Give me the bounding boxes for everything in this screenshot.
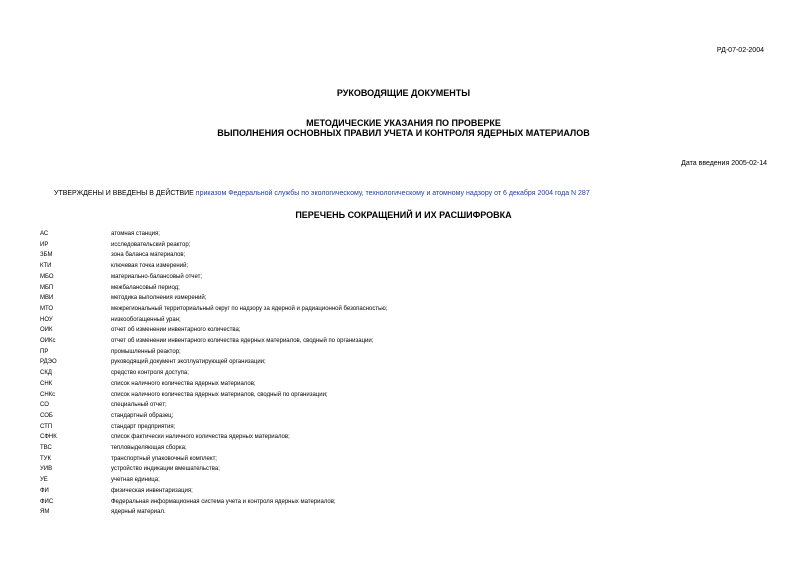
abbreviation-row bbox=[40, 315, 387, 326]
abbreviation-code: СКД bbox=[40, 370, 52, 377]
abbreviation-description: список фактически наличного количества ядерных материалов; bbox=[111, 434, 290, 441]
abbreviation-row bbox=[40, 411, 387, 422]
abbreviation-row bbox=[40, 422, 387, 433]
abbreviation-code: СТП bbox=[40, 423, 53, 430]
abbreviation-row bbox=[40, 272, 387, 283]
abbreviation-description: исследовательский реактор; bbox=[111, 241, 191, 248]
abbreviation-code: НОУ bbox=[40, 316, 53, 323]
abbreviation-description: отчет об изменении инвентарного количества ядерных материалов, сводный по организации; bbox=[111, 338, 374, 345]
document-number: РД-07-02-2004 bbox=[716, 47, 764, 54]
abbreviation-code: УЕ bbox=[40, 477, 48, 484]
abbreviation-row bbox=[40, 325, 387, 336]
approval-order-link[interactable]: приказом Федеральной службы по экологическому, технологическому и атомному надзору от 6 декабря 2004 года N 287 bbox=[195, 190, 590, 197]
abbreviation-description: межбалансовый период; bbox=[111, 284, 180, 291]
abbreviation-row bbox=[40, 229, 387, 240]
abbreviation-code: МБП bbox=[40, 284, 54, 291]
abbreviations-title: ПЕРЕЧЕНЬ СОКРАЩЕНИЙ И ИХ РАСШИФРОВКА bbox=[295, 210, 512, 220]
abbreviation-row bbox=[40, 475, 387, 486]
abbreviation-code: УИВ bbox=[40, 466, 53, 473]
abbreviation-code: МВИ bbox=[40, 295, 54, 302]
approval-prefix: УТВЕРЖДЕНЫ И ВВЕДЕНЫ В ДЕЙСТВИЕ bbox=[54, 190, 194, 197]
abbreviation-description: ядерный материал. bbox=[111, 509, 166, 516]
abbreviation-code: СНК bbox=[40, 380, 53, 387]
abbreviation-description: специальный отчет; bbox=[111, 402, 167, 409]
abbreviation-description: методика выполнения измерений; bbox=[111, 295, 207, 302]
page-title: РУКОВОДЯЩИЕ ДОКУМЕНТЫ bbox=[336, 88, 471, 98]
abbreviation-description: руководящий документ эксплуатирующей организации; bbox=[111, 359, 266, 366]
abbreviation-code: КТИ bbox=[40, 263, 52, 270]
abbreviation-description: материально-балансовый отчет; bbox=[111, 273, 202, 280]
abbreviation-row bbox=[40, 497, 387, 508]
abbreviation-code: ТУК bbox=[40, 455, 51, 462]
abbreviation-code: ФИС bbox=[40, 498, 54, 505]
abbreviation-row bbox=[40, 336, 387, 347]
abbreviation-row bbox=[40, 443, 387, 454]
abbreviation-description: зона баланса материалов; bbox=[111, 252, 186, 259]
approval-statement bbox=[54, 190, 590, 197]
abbreviation-row bbox=[40, 390, 387, 401]
abbreviation-code: РДЭО bbox=[40, 359, 57, 366]
abbreviation-row bbox=[40, 486, 387, 497]
abbreviation-description: транспортный упаковочный комплект; bbox=[111, 455, 217, 462]
abbreviation-description: стандартный образец; bbox=[111, 412, 174, 419]
abbreviation-description: атомная станция; bbox=[111, 231, 160, 237]
abbreviation-description: межрегиональный территориальный округ по надзору за ядерной и радиационной безопасностью; bbox=[111, 305, 388, 312]
abbreviation-code: МТО bbox=[40, 305, 54, 312]
abbreviation-description: тепловыделяющая сборка; bbox=[111, 445, 187, 452]
abbreviation-description: учетная единица; bbox=[111, 477, 160, 484]
abbreviation-description: средство контроля доступа; bbox=[111, 370, 189, 377]
abbreviation-description: низкообогащенный уран; bbox=[111, 316, 181, 323]
abbreviation-row bbox=[40, 507, 387, 518]
abbreviation-row bbox=[40, 357, 387, 368]
abbreviation-code: СНКс bbox=[40, 391, 56, 398]
abbreviation-code: ОИКс bbox=[40, 338, 56, 345]
abbreviation-code: ИР bbox=[40, 241, 49, 248]
abbreviation-row bbox=[40, 293, 387, 304]
abbreviation-description: устройство индикации вмешательства; bbox=[111, 466, 220, 473]
abbreviation-row bbox=[40, 347, 387, 358]
abbreviation-code: ПР bbox=[40, 348, 49, 355]
abbreviation-row bbox=[40, 454, 387, 465]
abbreviation-list bbox=[40, 229, 387, 518]
abbreviation-row bbox=[40, 400, 387, 411]
abbreviation-row bbox=[40, 283, 387, 294]
abbreviation-description: список наличного количества ядерных материалов, сводный по организации; bbox=[111, 391, 328, 398]
abbreviation-description: стандарт предприятия; bbox=[111, 423, 176, 430]
abbreviation-row bbox=[40, 240, 387, 251]
abbreviation-description: ключевая точка измерений; bbox=[111, 263, 189, 270]
abbreviation-code: СОБ bbox=[40, 412, 53, 419]
abbreviation-row bbox=[40, 464, 387, 475]
abbreviation-row bbox=[40, 379, 387, 390]
abbreviation-code: СФНК bbox=[40, 434, 57, 441]
abbreviation-description: промышленный реактор; bbox=[111, 348, 181, 355]
abbreviation-code: ОИК bbox=[40, 327, 53, 334]
abbreviation-row bbox=[40, 432, 387, 443]
abbreviation-code: ТВС bbox=[40, 445, 52, 452]
subtitle-line-1: МЕТОДИЧЕСКИЕ УКАЗАНИЯ ПО ПРОВЕРКЕ bbox=[306, 118, 501, 128]
abbreviation-description: список наличного количества ядерных материалов; bbox=[111, 380, 256, 387]
abbreviation-code: МБО bbox=[40, 273, 54, 280]
abbreviation-description: Федеральная информационная система учета и контроля ядерных материалов; bbox=[111, 498, 336, 505]
abbreviation-code: СО bbox=[40, 402, 49, 409]
abbreviation-code: ЯМ bbox=[40, 509, 50, 516]
intro-date: Дата введения 2005-02-14 bbox=[681, 160, 767, 167]
abbreviation-row bbox=[40, 250, 387, 261]
abbreviation-row bbox=[40, 261, 387, 272]
abbreviation-description: отчет об изменении инвентарного количества; bbox=[111, 327, 241, 334]
abbreviation-code: ЗБМ bbox=[40, 252, 53, 259]
abbreviation-row bbox=[40, 368, 387, 379]
subtitle-line-2: ВЫПОЛНЕНИЯ ОСНОВНЫХ ПРАВИЛ УЧЕТА И КОНТРОЛЯ ЯДЕРНЫХ МАТЕРИАЛОВ bbox=[217, 128, 590, 138]
abbreviation-description: физическая инвентаризация; bbox=[111, 487, 193, 494]
abbreviation-code: АС bbox=[40, 231, 49, 237]
abbreviation-code: ФИ bbox=[40, 487, 49, 494]
abbreviation-row bbox=[40, 304, 387, 315]
